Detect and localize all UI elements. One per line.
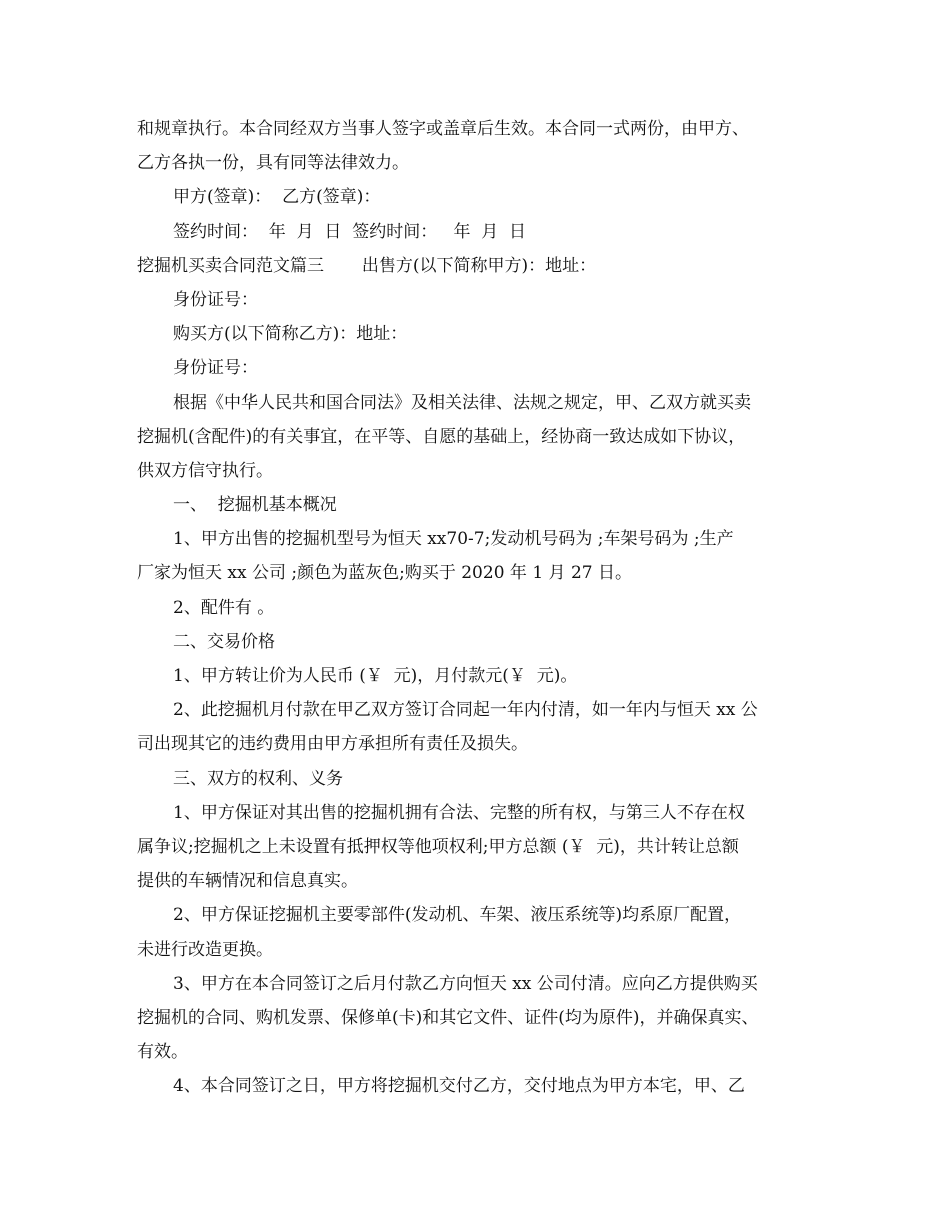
text-line: 有效。 xyxy=(137,1042,188,1063)
text-line: 厂家为恒天 xx 公司 ;颜色为蓝灰色;购买于 2020 年 1 月 27 日。 xyxy=(137,563,632,584)
text-line: 身份证号： xyxy=(173,358,258,379)
text-line: 2、此挖掘机月付款在甲乙双方签订合同起一年内付清，如一年内与恒天 xx 公 xyxy=(173,700,758,721)
text-line: 2、配件有 。 xyxy=(173,597,275,618)
text-line: 提供的车辆情况和信息真实。 xyxy=(137,871,358,892)
text-line: 4、本合同签订之日，甲方将挖掘机交付乙方，交付地点为甲方本宅，甲、乙 xyxy=(173,1076,745,1097)
text-line: 供双方信守执行。 xyxy=(137,460,273,481)
text-line: 身份证号： xyxy=(173,289,258,310)
text-line: 签约时间： 年 月 日 签约时间： 年 月 日 xyxy=(173,221,527,242)
text-line: 属争议;挖掘机之上未设置有抵押权等他项权利;甲方总额 (￥ 元)，共计转让总额 xyxy=(137,836,739,857)
text-line: 挖掘机(含配件)的有关事宜，在平等、自愿的基础上，经协商一致达成如下协议， xyxy=(137,426,746,447)
text-line: 和规章执行。本合同经双方当事人签字或盖章后生效。本合同一式两份，由甲方、 xyxy=(137,119,749,139)
text-line: 司出现其它的违约费用由甲方承担所有责任及损失。 xyxy=(137,734,528,755)
text-line: 3、甲方在本合同签订之后月付款乙方向恒天 xx 公司付清。应向乙方提供购买 xyxy=(173,973,758,994)
text-line: 挖掘机的合同、购机发票、保修单(卡)和其它文件、证件(均为原件)，并确保真实、 xyxy=(137,1007,759,1028)
text-line: 二、交易价格 xyxy=(173,631,275,652)
text-line: 根据《中华人民共和国合同法》及相关法律、法规之规定，甲、乙双方就买卖 xyxy=(173,392,751,413)
text-line: 乙方各执一份，具有同等法律效力。 xyxy=(137,153,409,174)
text-line: 1、甲方出售的挖掘机型号为恒天 xx70-7;发动机号码为 ;车架号码为 ;生产 xyxy=(173,529,734,550)
text-line: 未进行改造更换。 xyxy=(137,939,273,960)
text-line: 购买方(以下简称乙方)：地址： xyxy=(173,324,408,345)
text-line: 1、甲方转让价为人民币 (￥ 元)，月付款元(￥ 元)。 xyxy=(173,666,578,686)
text-line: 挖掘机买卖合同范文篇三 出售方(以下简称甲方)：地址： xyxy=(137,255,597,276)
text-line: 2、甲方保证挖掘机主要零部件(发动机、车架、液压系统等)均系原厂配置， xyxy=(173,905,742,926)
text-line: 三、双方的权利、义务 xyxy=(173,768,343,789)
text-line: 1、甲方保证对其出售的挖掘机拥有合法、完整的所有权，与第三人不存在权 xyxy=(173,802,745,823)
text-line: 甲方(签章)： 乙方(签章)： xyxy=(173,187,381,208)
text-line: 一、 挖掘机基本概况 xyxy=(173,495,337,516)
document-body xyxy=(137,112,830,1103)
